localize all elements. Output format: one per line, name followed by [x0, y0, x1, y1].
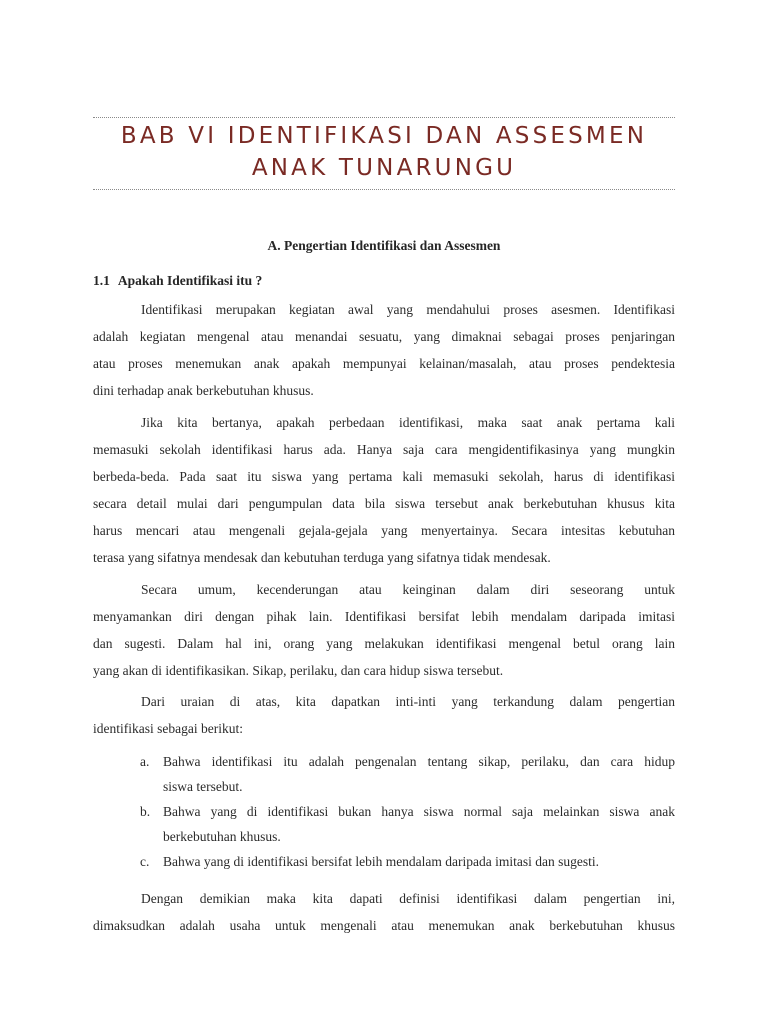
list-item-line: Bahwa identifikasi itu adalah pengenalan tentang sikap, perilaku, dan cara hidup [163, 754, 675, 769]
paragraph-line: dini terhadap anak berkebutuhan khusus. [93, 383, 314, 398]
chapter-title [93, 120, 675, 184]
list-item-line: Bahwa yang di identifikasi bersifat lebih mendalam daripada imitasi dan sugesti. [163, 854, 600, 869]
paragraph-line: adalah kegiatan mengenal atau menandai sesuatu, yang dimaknai sebagai proses penjaringan [93, 329, 675, 344]
list-item-line: berkebutuhan khusus. [163, 829, 281, 844]
subsection-title: Apakah Identifikasi itu ? [117, 273, 263, 288]
paragraph-line: harus mencari atau mengenali gejala-gejala yang menyertainya. Secara intesitas kebutuhan [93, 523, 675, 538]
paragraph-line: atau proses menemukan anak apakah mempunyai kelainan/masalah, atau proses pendektesia [93, 356, 675, 371]
paragraph-3 [93, 576, 675, 684]
paragraph-line: terasa yang sifatnya mendesak dan kebutuhan terduga yang sifatnya tidak mendesak. [93, 550, 551, 565]
subsection-number: 1.1 [93, 273, 110, 288]
list-item [93, 799, 675, 849]
paragraph-line: secara detail mulai dari pengumpulan data bila siswa tersebut anak berkebutuhan khusus kita [93, 496, 675, 511]
paragraph-line: dan sugesti. Dalam hal ini, orang yang melakukan identifikasi mengenal betul orang lain [93, 636, 675, 651]
title-top-rule [93, 117, 675, 118]
list-item [93, 749, 675, 799]
paragraph-2 [93, 409, 675, 571]
paragraph-5 [93, 885, 675, 939]
paragraph-line: Identifikasi merupakan kegiatan awal yang mendahului proses asesmen. Identifikasi [141, 302, 675, 317]
section-heading: A. Pengertian Identifikasi dan Assesmen [267, 238, 501, 253]
paragraph-4 [93, 688, 675, 742]
paragraph-line: memasuki sekolah identifikasi harus ada. Hanya saja cara mengidentifikasinya yang mungkin [93, 442, 675, 457]
paragraph-line: identifikasi sebagai berikut: [93, 721, 243, 736]
paragraph-line: berbeda-beda. Pada saat itu siswa yang pertama kali memasuki sekolah, harus di identifikasi [93, 469, 675, 484]
list-marker: a. [140, 754, 150, 769]
paragraph-line: Dari uraian di atas, kita dapatkan inti-inti yang terkandung dalam pengertian [141, 694, 675, 709]
paragraph-line: dimaksudkan adalah usaha untuk mengenali atau menemukan anak berkebutuhan khusus [93, 918, 675, 933]
list-marker: b. [140, 804, 151, 819]
identification-points-list [93, 749, 675, 874]
list-item [93, 849, 675, 874]
title-bottom-rule [93, 189, 675, 190]
list-marker: c. [140, 854, 150, 869]
paragraph-line: Secara umum, kecenderungan atau keinginan dalam diri seseorang untuk [141, 582, 675, 597]
chapter-title-line-1: BAB VI IDENTIFIKASI DAN ASSESMEN [120, 123, 648, 149]
paragraph-line: Jika kita bertanya, apakah perbedaan identifikasi, maka saat anak pertama kali [141, 415, 675, 430]
list-item-line: siswa tersebut. [163, 779, 243, 794]
chapter-title-line-2: ANAK TUNARUNGU [251, 155, 517, 181]
list-item-line: Bahwa yang di identifikasi bukan hanya siswa normal saja melainkan siswa anak [163, 804, 675, 819]
paragraph-line: menyamankan diri dengan pihak lain. Identifikasi bersifat lebih mendalam daripada imitasi [93, 609, 675, 624]
paragraph-1 [93, 296, 675, 404]
paragraph-line: yang akan di identifikasikan. Sikap, perilaku, dan cara hidup siswa tersebut. [93, 663, 504, 678]
subsection-heading [93, 273, 262, 289]
paragraph-line: Dengan demikian maka kita dapati definisi identifikasi dalam pengertian ini, [141, 891, 675, 906]
